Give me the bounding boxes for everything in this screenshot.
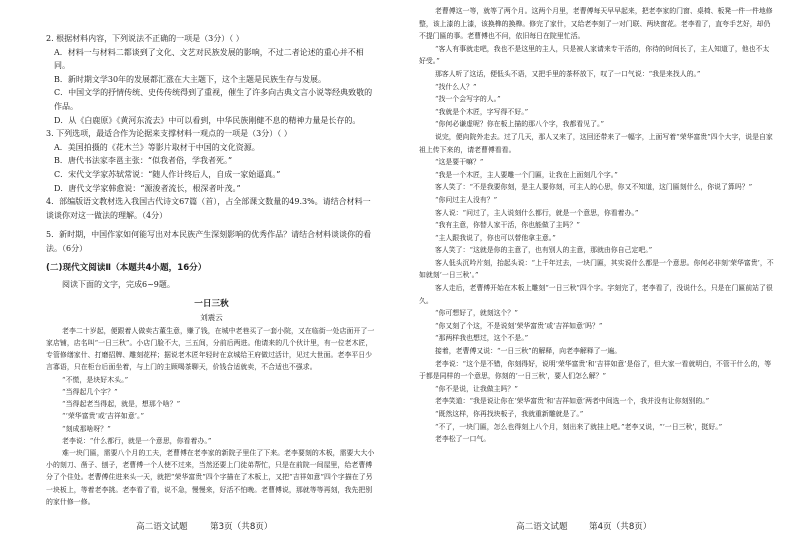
footer-left-title: 高二语文试题 [136,522,188,532]
story-title: 一日三秋 [194,298,229,309]
story-paragraph: 客人笑了：“不是我要你刻，是主人要你刻，可主人的心思，你又不知道，这门匾刻什么，你说了算吗？” [435,183,753,192]
story-paragraph: “那两样我也想过，这个不是。” [435,334,529,343]
story-paragraph: “主人跟我说了，你也可以替他拿主意。” [435,233,556,242]
right-page [397,0,794,560]
q3-option-c: C．宋代文学家苏轼常说：“随人作计终后人，自成一家始逼真。” [54,169,281,179]
story-paragraph: 老李笑道：“我是说让你在‘荣华富贵’和‘吉祥如意’两者中间选一个，我并没有让你刻别的。” [435,397,710,406]
story-paragraph: “当得起几个字？” [62,387,118,396]
story-paragraph: 客人说：“问过了，主人说刻什么都行，就是一个意思，你看着办。” [435,208,639,217]
q2-option-d: D．从《白鹿原》《黄河东流去》中可以看到，中华民族刚健不息的精神力量是长存的。 [54,115,361,125]
story-paragraph: “你问过主人没有？” [435,195,498,204]
footer-right-title: 高二语文试题 [516,522,568,532]
story-paragraph: “我是一个木匠，主人要雕一个门匾，让我在上面刻几个字。” [435,170,618,179]
story-paragraph: “找一个会写字的人。” [435,95,501,104]
story-paragraph: 接着，老曹傅又说：“一日三秋”的解释，向老李解释了一遍。 [435,347,622,356]
story-paragraph: “当得起老当得起，就是，想那个啥？” [62,400,181,409]
story-paragraph: 那客人听了这话，便低头不语，又把手里的茶杯放下，叹了一口气说：“我是来找人的。” [435,69,701,78]
story-paragraph: 说完，便向院外走去。过了几天，那人又来了，这回还带来了一幅字，上面写着“荣华富贵”四个大字，说是自家祖上传下来的，请老曹傅看看。 [419,132,773,154]
footer-left-page-number: 第3页（共8页） [210,522,273,532]
story-author: 刘震云 [200,313,223,323]
story-paragraph: “我就是个木匠，字写得不好。” [435,107,529,116]
q5-text: 5．新时期，中国作家如何能写出对本民族产生深刻影响的优秀作品？请结合材料谈谈你的看法。（6分） [46,230,372,253]
q2-stem: 2. 根据材料内容，下列说法不正确的一项是（3分）（ ） [46,34,244,43]
section-header: (二)现代文阅读Ⅱ（本题共4小题，16分） [46,262,207,273]
q4-text: 4．部编版语文教材选入我国古代诗文67篇（首），占全部课文数量的49.3%。请结合材料一谈谈你对这一做法的理解。（4分） [46,197,371,220]
story-paragraph: “客人有事就走吧，我也不是这里的主人，只是被人家请来专干活的，你待的时间长了，主人知道了，他也不太好受。” [419,44,770,66]
story-paragraph: “我有主意，你替人家干活，你也能做了主吗？” [435,221,580,230]
story-paragraph: 老曹傅这一等，就等了两个月。这两个月里，老曹傅每天早早起来，把老李家的门窗、桌椅、板凳一件一件地修整，该上漆的上漆，该换榫的换榫。修完了家什，又给老李刻了一对门联、两块窗花。老李看了，直夸手艺好，却仍不提门匾的事。老曹傅也不问，依旧每日在院里忙活。 [419,7,773,41]
story-paragraph: “刻成那啥呀？” [62,424,111,433]
story-paragraph: “你可想好了，就刻这个？” [435,309,518,318]
story-paragraph: “找什么人？” [435,82,477,91]
story-paragraph: “你又刻了个这，不是说刻‘荣华富贵’或‘吉祥如意’吗？” [435,321,603,330]
footer-right-page-number: 第4页（共8页） [589,522,652,532]
q2-option-c: C．中国文学的抒情传统、史传传统得到了重视，催生了许多向古典文言小说等经典致敬的作品。 [54,88,373,111]
story-paragraph: 难一块门匾，需要八个月的工夫，老曹傅在老李家的新院子里住了下来。老李要刻的木板，需要大大小小的刻刀、凿子、刨子，老曹傅一个人使不过来，当然还要上门徒弟帮忙，只是在前院一间屋里，给老曹傅分了个住处。老曹傅住进来头一天，就把“荣华富贵”四个字描在了木板上，又把“吉祥如意”四个字描在了另一块板上，等着老李挑。老李看了看，说不急，慢慢来，好活不怕晚。老曹傅说，那就等等再刻，我先把别的家什修一修。 [46,448,375,506]
story-paragraph: 客人低头沉吟片刻，抬起头说：“上千年过去，一块门匾，其实说什么都是一个意思。你何必非刻‘荣华富贵’，不如就刻‘一日三秋’。” [419,258,774,280]
q3-option-b: B．唐代书法家李邕主张：“似我者俗，学我者死。” [54,156,233,166]
story-paragraph: “你何必谦虚呢？你在板上描的那八个字，我都看见了。” [435,120,604,129]
story-paragraph: “‘荣华富贵’或‘吉祥如意’。” [62,412,145,421]
story-paragraph: 客人走后，老曹傅开始在木板上雕刻“一日三秋”四个字。字刻完了，老李看了，没说什么，只是在门匾前站了很久。 [419,284,773,305]
story-paragraph: “不了，一块门匾，怎么也得刻上八个月，刻出来了就挂上吧。”老李又说，“‘一日三秋’，挺好。” [435,422,723,431]
story-paragraph: 客人笑了：“这就是你的主意了，也有别人的主意，那就由你自己定吧。” [435,246,653,255]
story-paragraph: “既然这样，你再找块板子，我就重新雕就是了。” [435,410,584,418]
q3-option-a: A．美国拍摄的《花木兰》等影片取材于中国的文化资源。 [54,142,260,152]
q3-stem: 3. 下列选项，最适合作为论据来支撑材料一观点的一项是（3分）（ ） [46,129,292,139]
q3-option-d: D．唐代文学家韩愈说：“源浚者流长，根深者叶茂。” [54,183,241,193]
story-paragraph: 老李二十岁起，便跟着人做卖古董生意，赚了钱，在城中老巷买了一套小院，又在临街一处店面开了一家店铺，店名叫“一日三秋”。小店门脸不大，三五间，分前后两进。他请来的几个伙计里，有一位老木匠，专管修缮家什、打磨招牌、雕刻花样；据说老木匠年轻时在京城给王府做过活计，见过大世面。老李平日少言寡语，只在柜台后面坐着，与上门的主顾喝茶聊天，价钱合适就卖，不合适也不强求。 [46,326,375,372]
story-paragraph: 老李松了一口气。 [435,435,491,444]
story-text-left [46,325,377,508]
reading-instructions: 阅读下面的文字，完成6~9题。 [62,280,175,290]
story-paragraph: 老李说：“什么都行，就是一个意思，你看着办。” [62,436,212,445]
story-paragraph: “你不是说，让我做主吗？” [435,384,518,393]
story-paragraph: 老李说：“这个是不错，你刻得好，说明‘荣华富贵’和‘吉祥如意’是俗了，但大家一看就明白，不管干什么的，等于都是同样的一个意思，你刻的‘一日三秋’，要人们怎么解？” [419,359,772,381]
story-paragraph: “这是要干嘛？” [435,158,484,167]
q2-option-b: B．新时期文学30年的发展都汇涨在大主题下，这个主题是民族生存与发展。 [54,74,327,84]
q2-option-a: A．材料一与材料二都谈到了文化、文艺对民族发展的影响，不过二者论述的重心并不相同。 [54,47,364,71]
story-paragraph: “不慌，是块好木头。” [62,375,129,384]
